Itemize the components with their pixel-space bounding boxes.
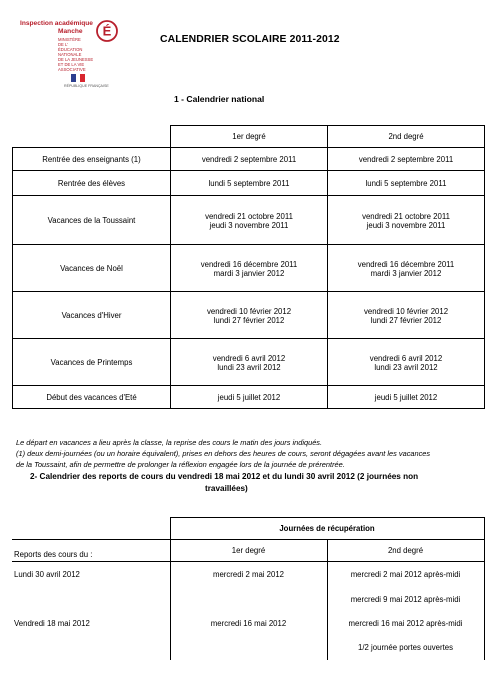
table-header-row	[12, 540, 484, 562]
cell-1er-start: vendredi 21 octobre 2011	[205, 211, 293, 221]
cell-1er-end: lundi 27 février 2012	[213, 315, 285, 325]
cell-1er-start: vendredi 16 décembre 2011	[200, 259, 298, 269]
logo-sub-3: NATIONALE	[58, 52, 82, 57]
cell-1er-start: vendredi 10 février 2012	[206, 306, 292, 316]
cell-2nd-start: vendredi 16 décembre 2011	[357, 259, 455, 269]
row-label	[12, 636, 170, 660]
cell-1er: lundi 5 septembre 2011	[171, 171, 328, 196]
section-2-title-cont: travaillées)	[205, 484, 248, 493]
table-row	[12, 612, 484, 636]
cell-1er	[170, 588, 327, 612]
cell-1er	[170, 636, 327, 660]
row-label: Vacances d'Hiver	[13, 292, 171, 339]
table-row	[13, 339, 485, 386]
logo-sub-1: DE L'	[58, 42, 69, 47]
table-group-header-row	[12, 518, 484, 540]
cell-1er-end: lundi 23 avril 2012	[217, 362, 281, 372]
row-label: Vacances de Noël	[13, 245, 171, 292]
row-label: Rentrée des élèves	[13, 171, 171, 196]
cell-2nd: mercredi 16 mai 2012 après-midi	[327, 612, 484, 636]
cell-2nd-end: mardi 3 janvier 2012	[370, 268, 442, 278]
section-1-title: 1 - Calendrier national	[174, 94, 265, 104]
row-label: Vacances de la Toussaint	[13, 196, 171, 245]
table-row	[12, 636, 484, 660]
cell-1er-end: jeudi 3 novembre 2011	[209, 220, 289, 230]
cell-2nd-start: vendredi 6 avril 2012	[369, 353, 443, 363]
cell-2nd-start: vendredi 21 octobre 2011	[362, 211, 450, 221]
table-row	[13, 196, 485, 245]
logo-line-2: Manche	[58, 28, 83, 35]
row-label: Vacances de Printemps	[13, 339, 171, 386]
cell-1er: jeudi 5 juillet 2012	[171, 386, 328, 409]
note-line-3: de la Toussaint, afin de permettre de prolonger la réflexion engagée lors de la journée de prérentrée.	[16, 460, 345, 469]
page-title: CALENDRIER SCOLAIRE 2011-2012	[160, 34, 340, 45]
table-row	[13, 386, 485, 409]
row-label: Vendredi 18 mai 2012	[14, 619, 90, 628]
row-label: Début des vacances d'Eté	[13, 386, 171, 409]
cell-2nd-end: lundi 27 février 2012	[370, 315, 442, 325]
cell-1er: vendredi 2 septembre 2011	[171, 148, 328, 171]
reports-table	[12, 517, 485, 660]
table-header-row	[13, 126, 485, 148]
row-header: Reports des cours du :	[12, 540, 170, 562]
logo-sub-0: MINISTÈRE	[58, 37, 81, 42]
header-1er-degre: 1er degré	[171, 126, 328, 148]
note-line-2: (1) deux demi-journées (ou un horaire équivalent), prises en dehors des heures de cours, seront dégagées avant les vacances	[16, 449, 431, 458]
cell-2nd: vendredi 2 septembre 2011	[328, 148, 485, 171]
table-row	[12, 562, 484, 588]
logo-line-1: Inspection académique	[20, 20, 93, 27]
cell-2nd: 1/2 journée portes ouvertes	[327, 636, 484, 660]
svg-text:É: É	[102, 23, 112, 39]
row-label	[12, 588, 170, 612]
section-2-title: 2- Calendrier des reports de cours du vendredi 18 mai 2012 et du lundi 30 avril 2012 (2 journées non	[30, 472, 419, 481]
cell-2nd-start: vendredi 10 février 2012	[363, 306, 449, 316]
header-2nd-degre: 2nd degré	[327, 540, 484, 562]
cell-2nd-end: lundi 23 avril 2012	[374, 362, 438, 372]
row-label: Lundi 30 avril 2012	[14, 570, 80, 580]
marianne-e-icon	[96, 20, 118, 42]
table-row	[12, 588, 484, 612]
group-header: Journées de récupération	[170, 518, 484, 540]
logo-sub-4: DE LA JEUNESSE	[58, 57, 94, 62]
cell-2nd: mercredi 9 mai 2012 après-midi	[327, 588, 484, 612]
header-1er-degre: 1er degré	[170, 540, 327, 562]
cell-1er: mercredi 2 mai 2012	[170, 562, 327, 588]
cell-2nd: lundi 5 septembre 2011	[328, 171, 485, 196]
row-label: Rentrée des enseignants (1)	[13, 148, 171, 171]
header-2nd-degre: 2nd degré	[328, 126, 485, 148]
logo-sub-5: ET DE LA VIE	[58, 62, 85, 67]
logo-sub-6: ASSOCIATIVE	[58, 67, 86, 72]
cell-2nd: mercredi 2 mai 2012 après-midi	[327, 562, 484, 588]
national-calendar-table	[12, 125, 485, 409]
cell-2nd: jeudi 5 juillet 2012	[328, 386, 485, 409]
cell-1er: mercredi 16 mai 2012	[170, 612, 327, 636]
logo-sub-2: ÉDUCATION	[58, 47, 83, 52]
note-line-1: Le départ en vacances a lieu après la classe, la reprise des cours le matin des jours indiqués.	[16, 438, 323, 447]
table-row	[13, 148, 485, 171]
table-row	[13, 292, 485, 339]
logo-footer: RÉPUBLIQUE FRANÇAISE	[64, 84, 109, 88]
cell-1er-end: mardi 3 janvier 2012	[213, 268, 285, 278]
table-row	[13, 171, 485, 196]
cell-1er-start: vendredi 6 avril 2012	[212, 353, 286, 363]
table-row	[13, 245, 485, 292]
cell-2nd-end: jeudi 3 novembre 2011	[366, 220, 446, 230]
french-flag-icon	[71, 74, 85, 82]
